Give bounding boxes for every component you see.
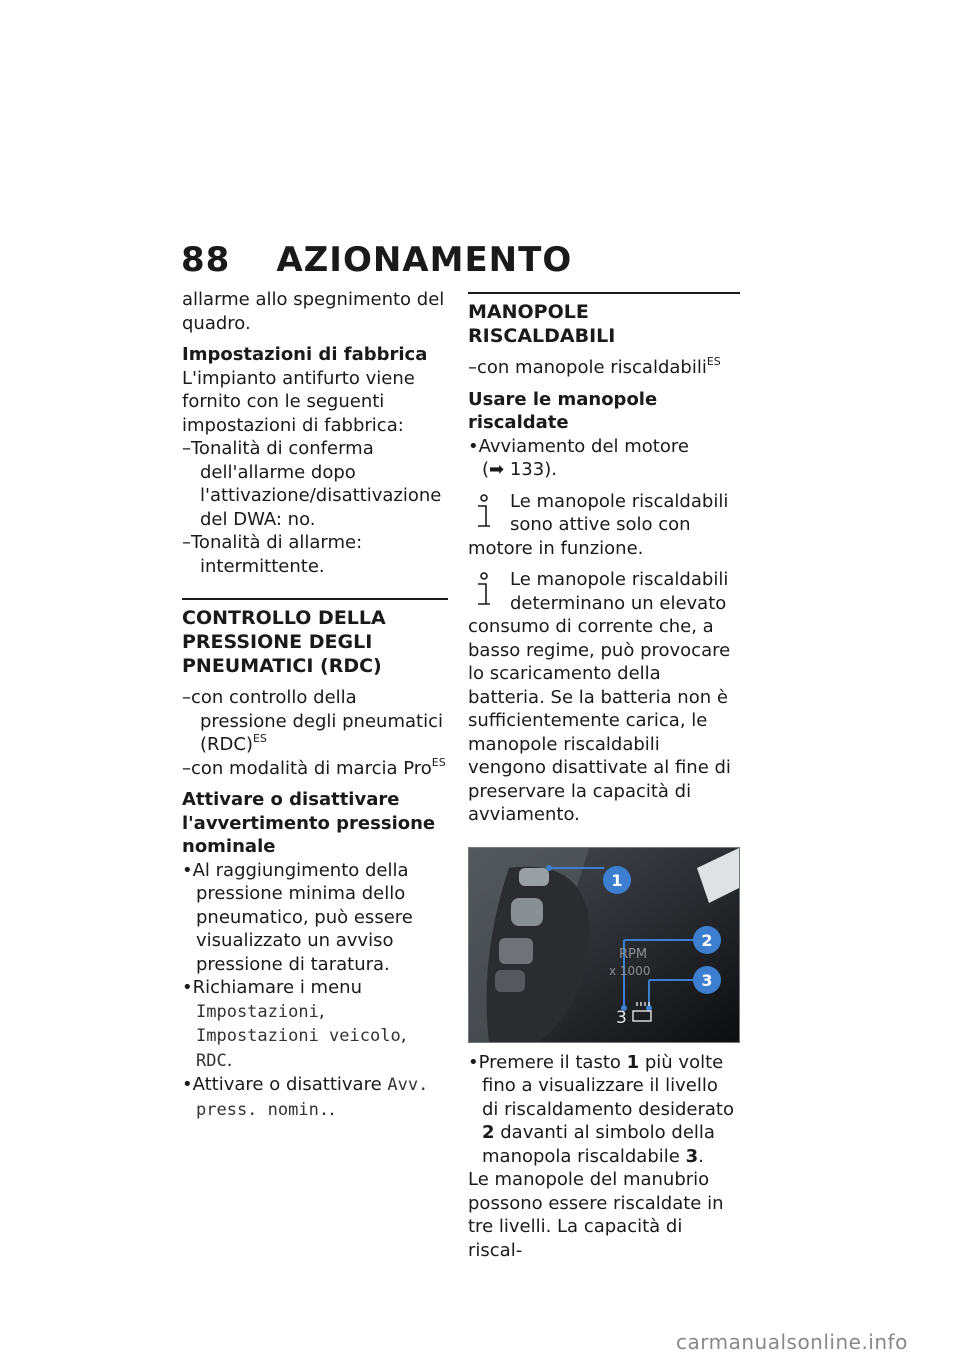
page-reference: (➡ 133). (482, 459, 557, 480)
callout-1 (603, 866, 631, 894)
warn-item: •Al raggiungimento della pressione minima dello pneumatico, può essere visualizzato un avviso pressione di taratura. (182, 859, 413, 975)
use-heading: Usare le manopole riscaldate (468, 388, 658, 433)
info-note (468, 568, 740, 827)
factory-item: –Tonalità di allarme: intermittente. (182, 532, 363, 577)
page-header (181, 240, 572, 280)
callout-3 (693, 966, 721, 994)
menu-path: Avv. press. nomin. (196, 1075, 429, 1120)
warn-item: •Richiamare i menu Impostazioni, Impostazioni veicolo, RDC. (182, 977, 407, 1071)
menu-path: Impostazioni (196, 1001, 319, 1022)
heated-heading: MANOPOLE RISCALDABILI (468, 301, 616, 347)
svg-text:1: 1 (611, 870, 623, 890)
level-digit: 3 (616, 1007, 627, 1028)
rpm-scale: x 1000 (609, 963, 651, 978)
rdc-requirement: –con modalità di marcia Pro$^{ES}$ (182, 755, 446, 779)
menu-path: Impostazioni veicolo (196, 1026, 401, 1046)
svg-text:2: 2 (701, 930, 713, 950)
factory-text: L'impianto antifurto viene fornito con le seguenti impostazioni di fabbrica: (182, 367, 415, 436)
section-divider (468, 292, 740, 294)
handlebar-photo (469, 848, 739, 1042)
press-instruction: •Premere il tasto 1 più volte fino a visualizzare il livello di riscaldamento desiderato 2 davanti al simbolo della manopola riscaldabile 3. (468, 1051, 734, 1167)
outro-text: Le manopole del manubrio possono essere riscaldate in tre livelli. La capacità di riscal- (468, 1169, 724, 1261)
rpm-label: RPM (619, 946, 648, 962)
warn-item: •Attivare o disattivare Avv. press. nomin.. (182, 1074, 429, 1120)
right-column (468, 288, 740, 1262)
factory-heading: Impostazioni di fabbrica (182, 344, 428, 365)
page-title: AZIONAMENTO (276, 240, 573, 280)
warn-heading: Attivare o disattivare l'avvertimento pressione nominale (182, 789, 436, 857)
handlebar-figure (468, 847, 740, 1043)
note-text: Le manopole riscaldabili determinano un elevato consumo di corrente che, a basso regime, può provocare lo scaricamento della batteria. Se la batteria non è sufficientemente carica, le manopole riscaldabili vengono disattivate al fine di preservare la capacità di avviamento. (468, 569, 731, 825)
info-note (468, 490, 740, 561)
intro-text: allarme allo spegnimento del quadro. (182, 289, 445, 334)
rdc-requirement: –con controllo della pressione degli pneumatici (RDC)$^{ES}$ (182, 687, 443, 755)
menu-path: RDC (196, 1050, 227, 1071)
svg-text:3: 3 (701, 970, 713, 990)
heated-requirement: –con manopole riscaldabili$^{ES}$ (468, 355, 721, 378)
callout-2 (693, 926, 721, 954)
info-icon (468, 570, 500, 610)
watermark: carmanualsonline.info (676, 1330, 908, 1354)
note-text: Le manopole riscaldabili sono attive solo con motore in funzione. (468, 490, 729, 559)
section-divider (182, 598, 448, 600)
page-number: 88 (181, 240, 231, 280)
factory-item: –Tonalità di conferma dell'allarme dopo l'attivazione/disattivazione del DWA: no. (182, 438, 442, 530)
info-icon (468, 492, 500, 532)
arrow-right-icon: ➡ (489, 459, 505, 480)
rdc-heading: CONTROLLO DELLA PRESSIONE DEGLI PNEUMATICI (RDC) (182, 607, 386, 677)
left-column (182, 288, 448, 1122)
use-item: •Avviamento del motore (468, 435, 689, 457)
